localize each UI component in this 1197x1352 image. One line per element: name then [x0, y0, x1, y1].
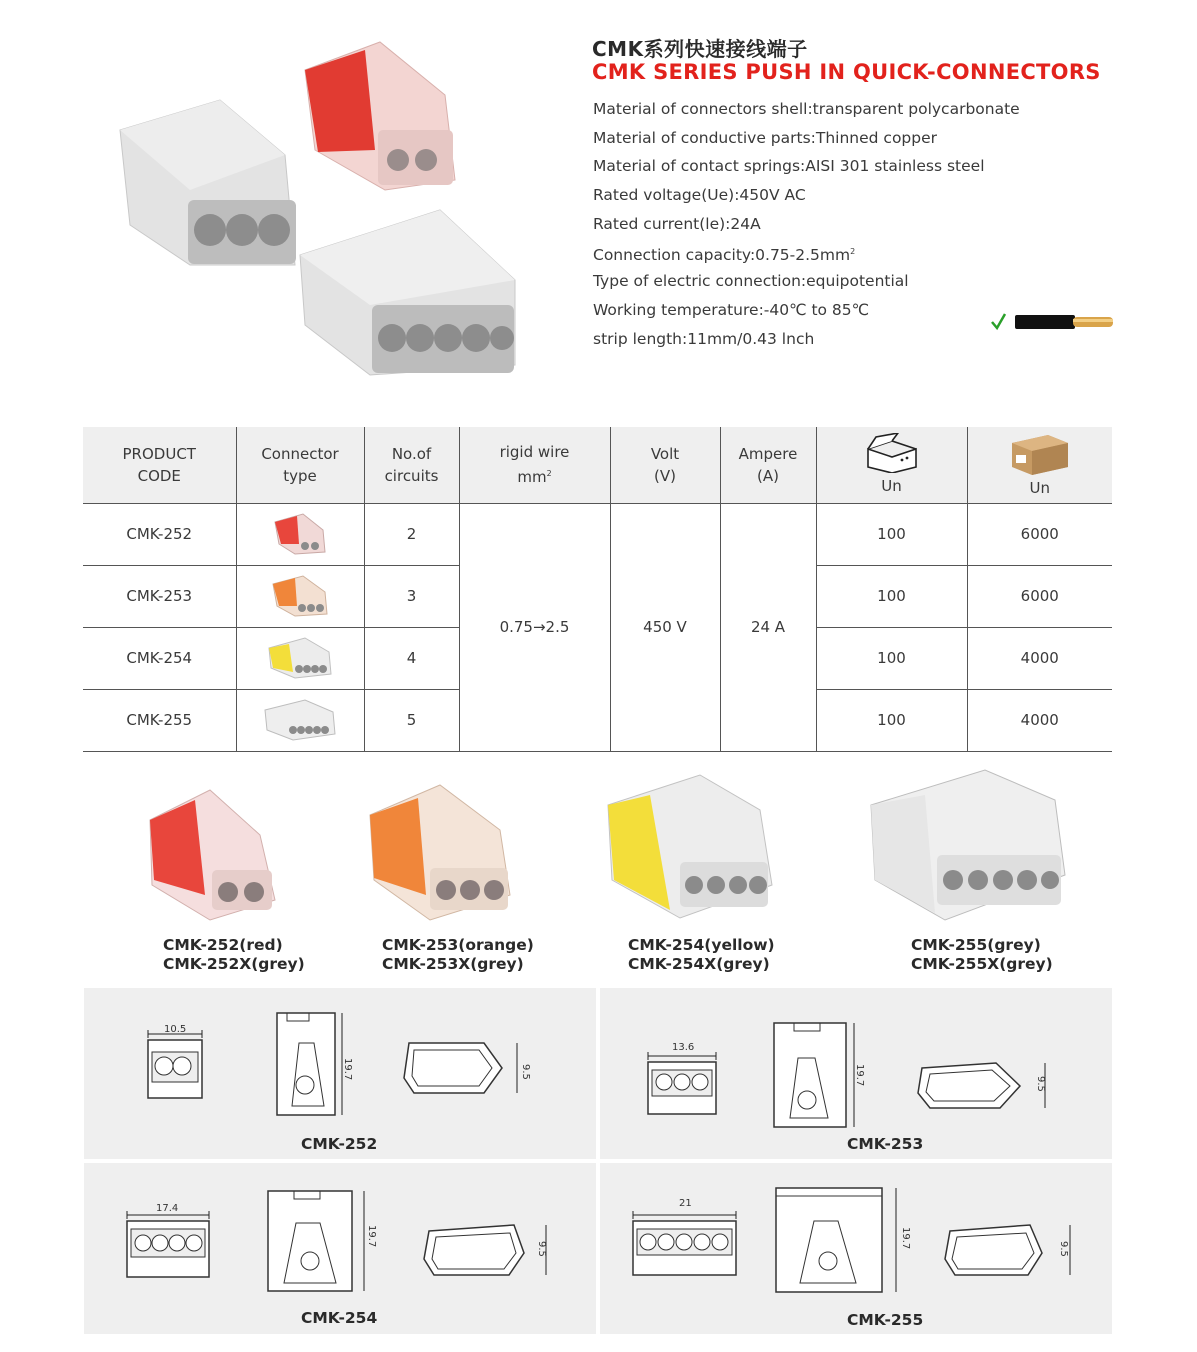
- side-view-255: [776, 1188, 896, 1292]
- drawing-254-height-dim: 19.7: [366, 1225, 377, 1248]
- header-wire-sup: 2: [546, 469, 552, 479]
- variant-254: [600, 770, 810, 980]
- cell-connector-image: [236, 627, 364, 689]
- drawing-panel-254: [84, 1163, 596, 1334]
- drawing-253-depth-dim: 9.5: [1035, 1076, 1046, 1092]
- drawing-panel-253: [600, 988, 1112, 1159]
- drawing-255-depth-dim: 9.5: [1058, 1241, 1069, 1257]
- variant-label-252-line1: CMK-252(red): [163, 936, 283, 954]
- carton-box-icon: [1008, 431, 1072, 475]
- title-chinese: CMK系列快速接线端子: [592, 37, 808, 61]
- header-inner-box-unit: Un: [881, 476, 902, 495]
- hero-product-image: [110, 40, 530, 390]
- connector-thumb-252: [273, 512, 327, 556]
- spec-connection-type: Type of electric connection:equipotential: [593, 272, 909, 291]
- spec-conductive-material: Material of conductive parts:Thinned copper: [593, 128, 938, 147]
- header-circuits: [364, 427, 459, 503]
- header-circuits-line1: No.of: [391, 444, 432, 463]
- cell-inner-qty: 100: [816, 565, 967, 627]
- header-carton-unit: Un: [1029, 478, 1050, 497]
- drawing-255-height-dim: 19.7: [900, 1227, 911, 1250]
- header-volt: [610, 427, 720, 503]
- front-view-254: [127, 1211, 209, 1277]
- header-connector-type: [236, 427, 364, 503]
- header-rigid-wire: [459, 427, 610, 503]
- cell-code: CMK-255: [83, 689, 236, 751]
- cell-ampere: 24 A: [720, 503, 816, 751]
- drawing-panel-252: [84, 988, 596, 1159]
- variant-label-253-line2: CMK-253X(grey): [382, 955, 524, 973]
- hero-grey-3way-connector: [120, 100, 296, 265]
- variant-image-254: [600, 770, 780, 920]
- cell-code: CMK-252: [83, 503, 236, 565]
- cell-carton-qty: 6000: [967, 565, 1112, 627]
- drawing-254-depth-dim: 9.5: [536, 1241, 547, 1257]
- front-view-253: [648, 1052, 716, 1114]
- spec-rated-voltage: Rated voltage(Ue):450V AC: [593, 186, 806, 205]
- drawing-label-253: CMK-253: [847, 1135, 924, 1153]
- header-ampere-line2: (A): [757, 466, 779, 485]
- cell-carton-qty: 4000: [967, 627, 1112, 689]
- drawing-label-255: CMK-255: [847, 1311, 924, 1329]
- header-product-code-line1: PRODUCT: [122, 444, 196, 463]
- cell-code: CMK-254: [83, 627, 236, 689]
- spec-working-temperature: Working temperature:-40℃ to 85℃: [593, 300, 870, 319]
- technical-drawing-252: [84, 988, 596, 1138]
- cell-inner-qty: 100: [816, 689, 967, 751]
- spec-connection-capacity: [593, 241, 1020, 270]
- cell-circuits: 4: [364, 627, 459, 689]
- connector-thumb-255: [263, 698, 337, 742]
- header-carton: [967, 427, 1112, 503]
- technical-drawing-253: [600, 988, 1112, 1138]
- header-ampere-line1: Ampere: [738, 444, 798, 463]
- front-view-255: [633, 1211, 736, 1275]
- variant-label-253-line1: CMK-253(orange): [382, 936, 534, 954]
- spec-spring-material: Material of contact springs:AISI 301 stainless steel: [593, 157, 985, 176]
- cell-circuits: 3: [364, 565, 459, 627]
- connector-thumb-253: [271, 574, 329, 618]
- header-product-code-line2: CODE: [137, 466, 181, 485]
- header-wire-line1: rigid wire: [499, 443, 570, 462]
- drawing-252-width-dim: 10.5: [164, 1024, 187, 1035]
- cell-connector-image: [236, 689, 364, 751]
- drawing-253-height-dim: 19.7: [854, 1064, 865, 1087]
- spec-superscript: 2: [850, 247, 856, 257]
- variant-image-252: [140, 780, 280, 925]
- table-row: [83, 503, 1112, 565]
- drawing-label-254: CMK-254: [301, 1309, 378, 1327]
- connector-thumb-254: [267, 636, 333, 680]
- variant-252: [140, 780, 340, 980]
- drawing-253-width-dim: 13.6: [672, 1042, 695, 1053]
- cell-connector-image: [236, 503, 364, 565]
- variant-label-255-line1: CMK-255(grey): [911, 936, 1041, 954]
- inner-box-icon: [864, 433, 920, 473]
- hero-red-connector: [305, 42, 455, 190]
- spec-connection-capacity-text: Connection capacity:0.75-2.5mm: [593, 246, 851, 265]
- profile-view-254: [424, 1225, 546, 1275]
- variant-255: [865, 765, 1085, 980]
- header-inner-box: [816, 427, 967, 503]
- spec-rated-current: Rated current(le):24A: [593, 214, 761, 233]
- header-connector-type-line1: Connector: [261, 444, 339, 463]
- header-ampere: [720, 427, 816, 503]
- front-view-252: [148, 1030, 202, 1098]
- technical-drawing-254: [84, 1163, 596, 1313]
- variant-label-254-line2: CMK-254X(grey): [628, 955, 770, 973]
- drawing-254-width-dim: 17.4: [156, 1203, 179, 1214]
- drawing-252-height-dim: 19.7: [342, 1058, 353, 1081]
- technical-drawing-255: [600, 1163, 1112, 1313]
- table-header-row: [83, 427, 1112, 503]
- cell-inner-qty: 100: [816, 503, 967, 565]
- side-view-252: [277, 1013, 342, 1115]
- cell-circuits: 5: [364, 689, 459, 751]
- profile-view-253: [918, 1063, 1045, 1108]
- cell-connector-image: [236, 565, 364, 627]
- header-product-code: [83, 427, 236, 503]
- profile-view-252: [404, 1043, 517, 1093]
- drawing-255-width-dim: 21: [679, 1198, 692, 1209]
- variant-253: [360, 780, 560, 980]
- header-circuits-line2: circuits: [384, 466, 439, 485]
- variant-label-255-line2: CMK-255X(grey): [911, 955, 1053, 973]
- hero-grey-5way-connector: [300, 210, 515, 375]
- check-icon: [992, 314, 1005, 328]
- header-volt-line2: (V): [654, 466, 676, 485]
- variant-image-255: [865, 765, 1070, 925]
- side-view-254: [268, 1191, 364, 1291]
- side-view-253: [774, 1023, 854, 1127]
- cell-code: CMK-253: [83, 565, 236, 627]
- spec-shell-material: Material of connectors shell:transparent polycarbonate: [593, 100, 1020, 118]
- header-connector-type-line2: type: [283, 466, 317, 485]
- cell-volt: 450 V: [610, 503, 720, 751]
- drawing-panel-255: [600, 1163, 1112, 1334]
- drawing-label-252: CMK-252: [301, 1135, 378, 1153]
- cell-carton-qty: 4000: [967, 689, 1112, 751]
- header-wire-line2: mm: [517, 468, 547, 487]
- cell-inner-qty: 100: [816, 627, 967, 689]
- drawing-252-depth-dim: 9.5: [520, 1064, 531, 1080]
- spec-strip-length: strip length:11mm/0.43 lnch: [593, 329, 815, 348]
- profile-view-255: [945, 1225, 1070, 1275]
- cell-circuits: 2: [364, 503, 459, 565]
- spec-list: [593, 98, 1020, 356]
- cell-carton-qty: 6000: [967, 503, 1112, 565]
- product-table: [83, 427, 1112, 752]
- cell-wire-range: 0.75→2.5: [459, 503, 610, 751]
- variant-label-254-line1: CMK-254(yellow): [628, 936, 775, 954]
- stripped-wire-icon: [990, 310, 1120, 334]
- variant-image-253: [360, 780, 520, 925]
- header-volt-line1: Volt: [650, 444, 680, 463]
- variant-label-252-line2: CMK-252X(grey): [163, 955, 305, 973]
- title-english: CMK SERIES PUSH IN QUICK-CONNECTORS: [592, 60, 1101, 84]
